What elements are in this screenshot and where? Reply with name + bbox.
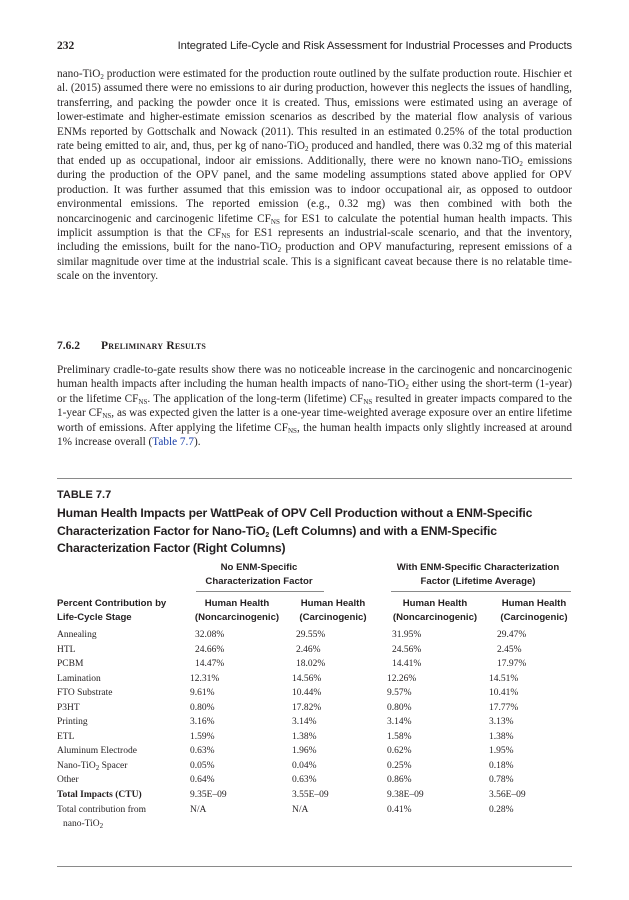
text-fragment: ETL [57, 731, 75, 742]
section-heading [57, 340, 206, 352]
text-fragment: 9.57% [387, 688, 412, 699]
column-header-noncarc-with-enm [385, 597, 485, 625]
column-header-noncarc-no-enm [187, 597, 287, 625]
table-row [57, 730, 577, 745]
text-fragment: Percent Contribution by [57, 598, 167, 609]
table-cell [57, 803, 177, 832]
text-fragment: Nano-TiO [57, 760, 96, 771]
text-fragment: Lamination [57, 673, 101, 684]
table-top-rule [57, 478, 572, 479]
text-fragment: Preliminary cradle-to-gate results show there was no noticeable increase in the carcinogenic and noncarcinogenic human health impacts after including the human health impacts of nano-TiO [57, 364, 572, 391]
text-fragment: 0.04% [292, 760, 317, 771]
text-fragment: NS [221, 231, 231, 240]
text-fragment: NS [138, 397, 148, 406]
paragraph-emissions [57, 67, 572, 284]
text-fragment: 0.80% [387, 702, 412, 713]
text-fragment: PCBM [57, 659, 84, 670]
text-fragment: nano-TiO [57, 68, 101, 80]
text-fragment: 9.61% [190, 688, 215, 699]
text-fragment: 3.55E–09 [292, 790, 329, 801]
text-fragment: 0.41% [387, 804, 412, 815]
text-fragment: 2 [405, 383, 409, 392]
text-fragment: Aluminum Electrode [57, 746, 137, 757]
text-fragment: Human Health [204, 598, 270, 609]
text-fragment: 0.28% [489, 804, 514, 815]
text-fragment: , the human health impacts only slightly increased at around 1% increase overall ( [57, 421, 572, 449]
text-fragment: (Noncarcinogenic) [392, 612, 478, 623]
table-reference-link[interactable]: Table 7.7 [152, 436, 194, 449]
text-fragment: produced and handled, there was 0.32 mg of this material that ended up as occupational, indoor air emissions. Additionally, there were no known nano-TiO [57, 140, 572, 167]
text-fragment: (Left Columns) and with a ENM-Specific Characterization Factor (Right Columns) [57, 523, 497, 555]
text-fragment: 0.86% [387, 775, 412, 786]
text-fragment: 0.80% [190, 702, 215, 713]
text-fragment: 1.38% [489, 731, 514, 742]
text-fragment: 17.77% [489, 702, 519, 713]
text-fragment: 2.46% [296, 644, 321, 655]
text-fragment: (Carcinogenic) [500, 612, 568, 623]
text-fragment: Annealing [57, 630, 97, 640]
table-row-nano-contribution [57, 803, 577, 833]
text-fragment: 1.59% [190, 731, 215, 742]
text-fragment: HTL [57, 644, 76, 655]
text-fragment: 17.82% [292, 702, 322, 713]
text-fragment: 0.63% [190, 746, 215, 757]
text-fragment: 1.58% [387, 731, 412, 742]
table-row [57, 759, 577, 774]
text-fragment: 14.47% [195, 659, 225, 670]
text-fragment: 0.64% [190, 775, 215, 786]
text-fragment: Human Health [300, 598, 366, 609]
text-fragment: for ES1 represents an industrial-scale scenario, and that the inventory, including the emissions, built for the nano-TiO [57, 226, 572, 254]
text-fragment: 0.25% [387, 760, 412, 771]
text-line [57, 363, 572, 450]
table-row [57, 744, 577, 759]
text-fragment: 2 [265, 531, 270, 539]
text-fragment: nano-TiO [63, 819, 100, 830]
group-rule-right [391, 591, 571, 592]
text-fragment: NS [270, 217, 280, 226]
text-fragment: With ENM-Specific Characterization [396, 562, 560, 573]
text-fragment: 0.05% [190, 760, 215, 771]
text-line [57, 67, 572, 284]
table-caption [57, 505, 572, 558]
text-fragment: 3.13% [489, 717, 514, 728]
text-fragment: 14.41% [392, 659, 422, 670]
column-header-carc-no-enm [293, 597, 373, 625]
table-row [57, 686, 577, 701]
text-fragment: Other [57, 775, 79, 786]
text-fragment: 31.95% [392, 630, 422, 640]
table-row [57, 672, 577, 687]
text-fragment: (Noncarcinogenic) [194, 612, 280, 623]
table-row-total [57, 788, 577, 803]
text-fragment: 32.08% [195, 630, 225, 640]
text-fragment: 10.44% [292, 688, 322, 699]
text-fragment: P3HT [57, 702, 80, 713]
book-title: Integrated Life-Cycle and Risk Assessment for Industrial Processes and Products [177, 40, 572, 52]
text-fragment: 14.56% [292, 673, 322, 684]
text-fragment: 9.35E–09 [190, 790, 227, 801]
section-title: Preliminary Results [101, 340, 207, 352]
text-fragment: emissions during the production of the OPV panel, and the same modeling assumptions stated above applied for OPV production. It was further assumed that this emission was to indoor occupational air, as opposed to outdoor environmental emissions. The reported emission (e.g., 0.32 mg) was then combined with both the noncarcinogenic and carcinogenic lifetime CF [57, 154, 572, 225]
text-fragment: production and OPV manufacturing, represent emissions of a similar magnitude over time at the industrial scale. This is a significant caveat because there is no relatable time-scale on the inventory. [57, 241, 573, 283]
table-row [57, 701, 577, 716]
text-fragment: Human Health [501, 598, 567, 609]
text-fragment: production were estimated for the production route outlined by the sulfate production route. Hischier et al. (2015) assumed there were no emissions to air during production, however this neglects the issues of handling, transferring, and packing the powder once it is created. Thus, emissions were estimated using an average of lower-estimate and higher-estimate emission scenarios as described by the material flow analysis of various ENMs reported by Gottschalk and Nowack (2011). This resulted in an estimated 0.25% of the total production rate being emitted to air, and, thus, per kg of nano-TiO [57, 68, 572, 153]
text-fragment: NS [102, 412, 112, 421]
text-fragment: 0.78% [489, 775, 514, 786]
group-header-with-enm [388, 561, 568, 588]
text-fragment: 14.51% [489, 673, 519, 684]
text-fragment: 18.02% [296, 659, 326, 670]
text-fragment: N/A [292, 804, 309, 815]
text-fragment: 2 [519, 159, 523, 168]
text-fragment: 9.38E–09 [387, 790, 424, 801]
table-body [57, 628, 577, 833]
text-fragment: 2 [277, 246, 282, 255]
text-fragment: either using the short-term (1-year) or the lifetime CF [57, 378, 572, 405]
text-fragment: Spacer [99, 760, 128, 771]
text-fragment: resulted in greater impacts compared to the 1-year CF [57, 392, 572, 420]
text-fragment: 3.14% [292, 717, 317, 728]
text-fragment: 2 [304, 145, 309, 154]
text-fragment: N/A [190, 804, 207, 815]
text-fragment: Printing [57, 717, 88, 728]
table-row [57, 715, 577, 730]
text-fragment: 1.96% [292, 746, 317, 757]
text-fragment: 12.31% [190, 673, 220, 684]
text-fragment: NS [363, 397, 373, 406]
column-header-carc-with-enm [492, 597, 576, 625]
text-fragment: 2 [100, 73, 104, 81]
text-fragment: Total Impacts (CTU) [57, 790, 142, 801]
table-row [57, 657, 577, 672]
table-row [57, 628, 577, 643]
table-row [57, 643, 577, 658]
column-header-stage [57, 597, 166, 625]
table-row [57, 773, 577, 788]
text-fragment: 2 [95, 763, 100, 772]
text-fragment: 0.63% [292, 775, 317, 786]
text-fragment: for ES1 to calculate the potential human health impacts. This implicit assumption is that the CF [57, 212, 573, 239]
text-fragment: Life-Cycle Stage [57, 612, 132, 623]
text-fragment: FTO Substrate [57, 688, 113, 699]
paragraph-results [57, 363, 572, 450]
text-fragment: 29.55% [296, 630, 326, 640]
table-label: TABLE 7.7 [57, 489, 112, 501]
text-fragment: 24.66% [195, 644, 225, 655]
text-fragment: 0.18% [489, 760, 514, 771]
text-fragment: Factor (Lifetime Average) [420, 575, 536, 587]
group-rule-left [196, 591, 324, 592]
text-fragment: 10.41% [489, 688, 519, 699]
table-bottom-rule [57, 866, 572, 867]
text-fragment: . The application of the long-term (lifetime) CF [147, 392, 364, 405]
text-fragment: Total contribution from [57, 804, 147, 815]
text-fragment: 29.47% [497, 630, 527, 640]
text-fragment: Human Health Impacts per WattPeak of OPV Cell Production without a ENM-Specific Characterization Factor for Nano-TiO [57, 506, 533, 538]
text-fragment: Characterization Factor [205, 575, 313, 587]
text-fragment: NS [287, 426, 297, 435]
text-fragment: 1.38% [292, 731, 317, 742]
text-fragment: 2 [99, 822, 104, 831]
page-number: 232 [57, 40, 75, 52]
text-fragment: 12.26% [387, 673, 417, 684]
text-fragment: 3.16% [190, 717, 215, 728]
text-fragment: , as was expected given the latter is a one-year time-weighted average exposure over an entire lifetime worth of emissions. After applying the lifetime CF [57, 407, 572, 434]
text-fragment: 0.62% [387, 746, 412, 757]
text-fragment: 3.14% [387, 717, 412, 728]
text-fragment: 1.95% [489, 746, 514, 757]
text-fragment: (Carcinogenic) [299, 612, 367, 623]
text-fragment: 24.56% [392, 644, 422, 655]
text-fragment: No ENM-Specific [220, 562, 298, 573]
text-fragment: ). [193, 436, 201, 449]
text-fragment: 3.56E–09 [489, 790, 526, 801]
section-number: 7.6.2 [57, 340, 80, 352]
text-fragment: 2.45% [497, 644, 522, 655]
table-cell [57, 759, 127, 774]
text-line [57, 817, 177, 832]
group-header-no-enm [195, 561, 323, 588]
text-fragment: Human Health [402, 598, 468, 609]
text-fragment: 17.97% [497, 659, 527, 670]
